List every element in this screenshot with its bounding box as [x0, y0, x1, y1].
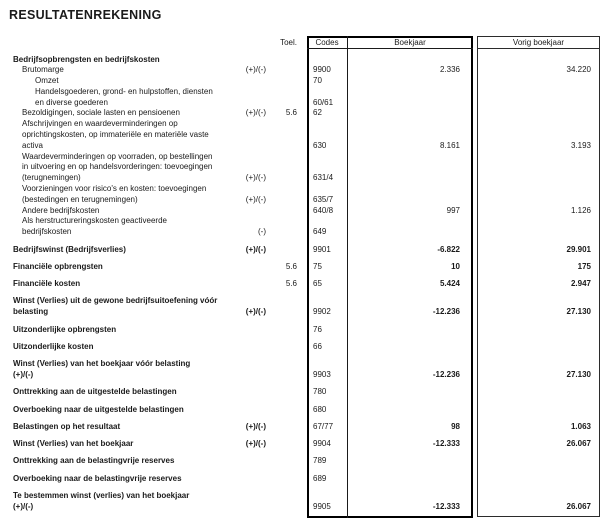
row-label: [8, 119, 270, 151]
code-cell: 67/77: [313, 421, 334, 431]
code-cell: 631/4: [313, 173, 334, 183]
label-text: oprichtingskosten, op immateriële en materiële vaste: [22, 130, 209, 140]
label-text: Onttrekking aan de belastingvrije reserves: [13, 456, 175, 466]
row-label: [8, 456, 270, 467]
code-cell: 62: [313, 108, 322, 118]
sign-marker: (+)/(-): [245, 307, 266, 317]
table-row: [8, 342, 604, 353]
label-line: [8, 370, 270, 381]
label-text: (terugnemingen): [22, 173, 81, 183]
table-row: [8, 216, 604, 238]
vorig-boekjaar-value-cell: 27.130: [566, 307, 591, 317]
label-line: [8, 262, 270, 273]
label-text: Handelsgoederen, grond- en hulpstoffen, diensten: [35, 86, 213, 96]
sign-marker: (+)/(-): [245, 244, 266, 254]
label-text: Belastingen op het resultaat: [13, 421, 121, 431]
boekjaar-value-cell: 997: [446, 205, 460, 215]
code-cell: 789: [313, 456, 327, 466]
row-label: [8, 76, 270, 87]
row-label: [8, 65, 270, 76]
row-label: [8, 325, 270, 336]
code-cell: 780: [313, 387, 327, 397]
boekjaar-value-cell: 98: [451, 421, 460, 431]
label-line: [8, 141, 270, 152]
table-row: [8, 474, 604, 485]
row-label: [8, 405, 270, 416]
vorig-boekjaar-value-cell: 29.901: [566, 244, 591, 254]
vorig-boekjaar-value-cell: 26.067: [566, 439, 591, 449]
row-label: [8, 206, 270, 217]
table-row: [8, 119, 604, 151]
label-line: [8, 130, 270, 141]
label-text: Andere bedrijfskosten: [22, 205, 100, 215]
label-line: [8, 195, 270, 206]
row-label: [8, 474, 270, 485]
table-row: [8, 76, 604, 87]
label-line: [8, 502, 270, 513]
header-vorig-boekjaar: Vorig boekjaar: [512, 37, 565, 47]
table-row: [8, 439, 604, 450]
boekjaar-value-cell: -6.822: [437, 244, 460, 254]
table-row: [8, 491, 604, 513]
label-line: [8, 296, 270, 307]
table-row: [8, 184, 604, 206]
table-row: [8, 296, 604, 318]
row-label: [8, 262, 270, 273]
label-line: [8, 474, 270, 485]
label-text: Waardeverminderingen op voorraden, op bestellingen: [22, 151, 213, 161]
code-cell: 9901: [313, 244, 331, 254]
label-line: [8, 206, 270, 217]
sign-marker: (+)/(-): [245, 108, 266, 118]
vorig-boekjaar-value-cell: 3.193: [570, 140, 591, 150]
table-row: [8, 152, 604, 184]
label-line: [8, 227, 270, 238]
toel-cell: 5.6: [285, 108, 297, 118]
table-header-row: [0, 36, 604, 48]
label-line: [8, 359, 270, 370]
code-cell: 9903: [313, 369, 331, 379]
resultatenrekening-table: [0, 36, 604, 518]
label-line: [8, 173, 270, 184]
table-row: [8, 422, 604, 433]
vorig-boekjaar-value-cell: 26.067: [566, 501, 591, 511]
boekjaar-value-cell: 2.336: [439, 65, 460, 75]
label-line: [8, 76, 270, 87]
page-title: RESULTATENREKENING: [9, 8, 162, 22]
table-row: [8, 65, 604, 76]
code-cell: 60/61: [313, 97, 334, 107]
label-text: in uitvoering en op handelsvorderingen: toevoegingen: [22, 162, 213, 172]
label-line: [8, 456, 270, 467]
table-row: [8, 262, 604, 273]
boekjaar-value-cell: 8.161: [439, 140, 460, 150]
label-line: [8, 152, 270, 163]
code-cell: 65: [313, 279, 322, 289]
label-text: Voorzieningen voor risico's en kosten: toevoegingen: [22, 184, 207, 194]
code-cell: 640/8: [313, 205, 334, 215]
table-row: [8, 55, 604, 66]
table-row: [8, 405, 604, 416]
label-line: [8, 184, 270, 195]
code-cell: 70: [313, 76, 322, 86]
code-cell: 9905: [313, 501, 331, 511]
label-line: [8, 245, 270, 256]
sign-marker: (+)/(-): [245, 439, 266, 449]
label-line: [8, 162, 270, 173]
boekjaar-value-cell: -12.236: [432, 307, 460, 317]
code-cell: 649: [313, 227, 327, 237]
label-text: Winst (Verlies) van het boekjaar: [13, 439, 134, 449]
table-row: [8, 456, 604, 467]
label-line: [8, 307, 270, 318]
label-line: [8, 279, 270, 290]
code-cell: 680: [313, 404, 327, 414]
label-text: Als herstructureringskosten geactiveerde: [22, 216, 167, 226]
toel-cell: 5.6: [285, 279, 297, 289]
label-text: activa: [22, 140, 43, 150]
code-cell: 9902: [313, 307, 331, 317]
code-cell: 66: [313, 341, 322, 351]
boekjaar-value-cell: -12.333: [432, 501, 460, 511]
label-line: [8, 325, 270, 336]
label-text: Te bestemmen winst (verlies) van het boekjaar: [13, 491, 190, 500]
label-line: [8, 342, 270, 353]
row-label: [8, 422, 270, 433]
label-line: [8, 119, 270, 130]
vorig-boekjaar-value-cell: 175: [577, 261, 591, 271]
label-text: (+)/(-): [13, 501, 34, 511]
sign-marker: (+)/(-): [245, 421, 266, 431]
label-text: Uitzonderlijke opbrengsten: [13, 324, 117, 334]
row-label: [8, 439, 270, 450]
table-row: [8, 206, 604, 217]
code-cell: 9904: [313, 439, 331, 449]
label-text: bedrijfskosten: [22, 227, 72, 237]
label-text: Financiële kosten: [13, 279, 81, 289]
header-boekjaar: Boekjaar: [394, 37, 426, 47]
boekjaar-value-cell: -12.333: [432, 439, 460, 449]
label-text: Onttrekking aan de uitgestelde belastingen: [13, 387, 177, 397]
row-label: [8, 184, 270, 206]
row-label: [8, 359, 270, 381]
header-codes: Codes: [315, 37, 339, 47]
table-rows: [0, 48, 604, 513]
label-text: Winst (Verlies) van het boekjaar vóór belasting: [13, 359, 191, 369]
sign-marker: (+)/(-): [245, 194, 266, 204]
row-label: [8, 296, 270, 318]
row-label: [8, 387, 270, 398]
sign-marker: (+)/(-): [245, 65, 266, 75]
code-cell: 630: [313, 140, 327, 150]
vorig-boekjaar-value-cell: 27.130: [566, 369, 591, 379]
label-line: [8, 422, 270, 433]
code-cell: 76: [313, 324, 322, 334]
label-text: Winst (Verlies) uit de gewone bedrijfsuitoefening vóór: [13, 296, 218, 306]
table-row: [8, 108, 604, 119]
sign-marker: (+)/(-): [245, 173, 266, 183]
boekjaar-value-cell: -12.236: [432, 369, 460, 379]
vorig-boekjaar-value-cell: 1.126: [570, 205, 591, 215]
row-label: [8, 279, 270, 290]
label-text: Bedrijfswinst (Bedrijfsverlies): [13, 244, 126, 254]
row-label: [8, 491, 270, 513]
row-label: [8, 152, 270, 184]
sign-marker: (-): [258, 227, 266, 237]
code-cell: 635/7: [313, 194, 334, 204]
boekjaar-value-cell: 10: [451, 261, 460, 271]
toel-cell: 5.6: [285, 261, 297, 271]
code-cell: 9900: [313, 65, 331, 75]
label-line: [8, 387, 270, 398]
label-text: (bestedingen en terugnemingen): [22, 194, 138, 204]
label-text: Afschrijvingen en waardeverminderingen op: [22, 119, 178, 129]
header-toel: Toel.: [280, 37, 297, 47]
label-text: belasting: [13, 307, 49, 317]
label-text: Overboeking naar de belastingvrije reserves: [13, 473, 182, 483]
row-label: [8, 216, 270, 238]
label-line: [8, 439, 270, 450]
row-label: [8, 87, 270, 109]
row-label: [8, 245, 270, 256]
label-text: en diverse goederen: [35, 97, 108, 107]
label-text: Bedrijfsopbrengsten en bedrijfskosten: [13, 54, 160, 64]
label-text: Uitzonderlijke kosten: [13, 341, 94, 351]
vorig-boekjaar-value-cell: 34.220: [566, 65, 591, 75]
code-cell: 75: [313, 261, 322, 271]
vorig-boekjaar-value-cell: 1.063: [570, 421, 591, 431]
table-row: [8, 387, 604, 398]
label-text: Financiële opbrengsten: [13, 261, 103, 271]
vorig-boekjaar-value-cell: 2.947: [570, 279, 591, 289]
table-row: [8, 87, 604, 109]
label-text: Brutomarge: [22, 65, 64, 75]
table-row: [8, 325, 604, 336]
label-line: [8, 55, 270, 66]
table-row: [8, 359, 604, 381]
label-line: [8, 87, 270, 98]
row-label: [8, 108, 270, 119]
row-label: [8, 342, 270, 353]
label-line: [8, 405, 270, 416]
boekjaar-value-cell: 5.424: [439, 279, 460, 289]
label-text: Overboeking naar de uitgestelde belastingen: [13, 404, 184, 414]
label-line: [8, 65, 270, 76]
row-label: [8, 55, 270, 66]
code-cell: 689: [313, 473, 327, 483]
label-text: (+)/(-): [13, 369, 34, 379]
label-line: [8, 98, 270, 109]
label-text: Bezoldigingen, sociale lasten en pensioenen: [22, 108, 180, 118]
label-line: [8, 216, 270, 227]
table-row: [8, 245, 604, 256]
label-text: Omzet: [35, 76, 59, 86]
label-line: [8, 491, 270, 502]
label-line: [8, 108, 270, 119]
table-row: [8, 279, 604, 290]
